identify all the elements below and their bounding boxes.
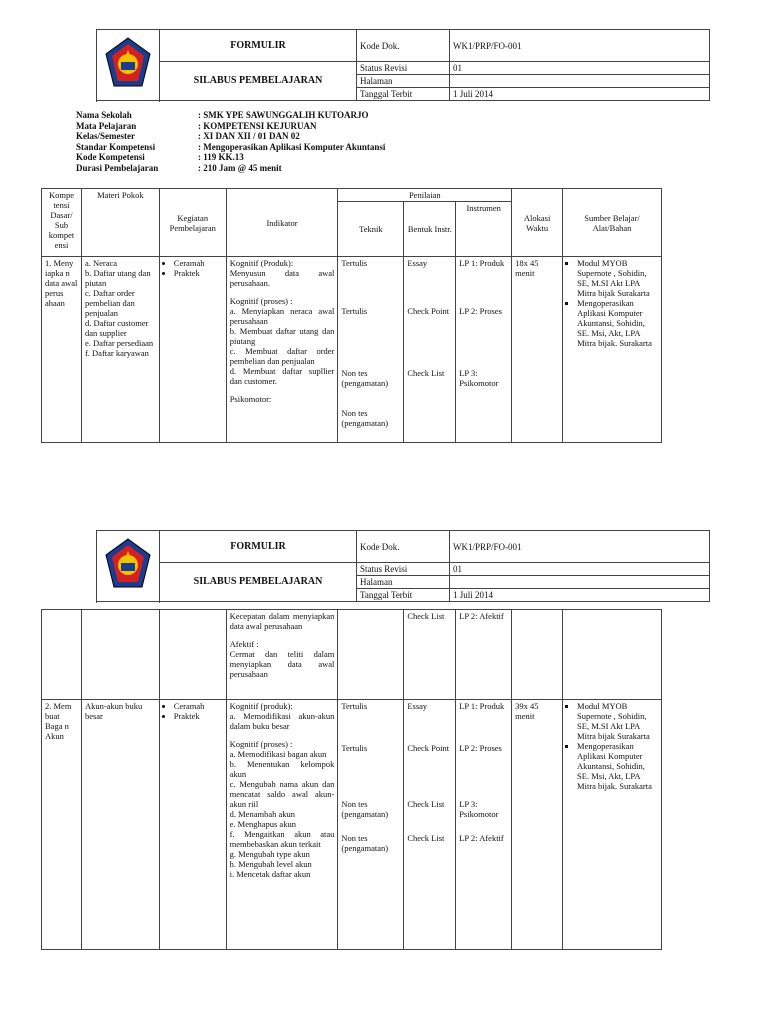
halaman-value [450, 576, 710, 589]
kegiatan-cell [159, 700, 226, 950]
silabus-table-1 [41, 188, 662, 443]
materi-item: b. Daftar utang dan piutan [84, 268, 151, 288]
instrumen-item: LP 3: Psikomotor [459, 799, 499, 819]
ind-item: c. Mengubah nama akun dan mencatat saldo awal akun-akun riil [229, 779, 335, 809]
bentuk-item: Essay [407, 701, 428, 711]
col-materi: Materi Pokok [81, 189, 159, 257]
formulir-title: FORMULIR [160, 30, 357, 62]
instrumen-item: LP 2: Proses [459, 306, 502, 316]
kode-dok-label: Kode Dok. [357, 531, 450, 563]
materi-cell [81, 257, 159, 443]
status-revisi-label: Status Revisi [357, 62, 450, 75]
bentuk-item: Check Point [407, 743, 450, 753]
ind-text: Menyusun data awal perusahaan. [229, 268, 335, 288]
ind-item: b. Menentukan kelompok akun [229, 759, 335, 779]
materi-cell: Akun-akun buku besar [81, 700, 159, 950]
col-indikator: Indikator [226, 189, 338, 257]
kegiatan-item: • Praktek [174, 268, 223, 278]
bentuk-cell [404, 257, 456, 443]
info-value: : KOMPETENSI KEJURUAN [198, 120, 317, 131]
ind-item: c. Membuat daftar order pembelian dan penjualan [229, 346, 335, 366]
silabus-title: SILABUS PEMBELAJARAN [160, 62, 357, 101]
teknik-cell [338, 700, 404, 950]
bentuk-cell: Check List [404, 610, 456, 700]
instrumen-item: LP 1: Produk [459, 701, 505, 711]
teknik-cell [338, 257, 404, 443]
status-revisi-label: Status Revisi [357, 563, 450, 576]
info-label: Durasi Pembelajaran [76, 162, 159, 173]
ind-item: g. Mengubah type akun [229, 849, 310, 859]
school-logo-icon [102, 537, 154, 593]
col-bentuk: Bentuk Instr. [404, 202, 456, 257]
tanggal-terbit-label: Tanggal Terbit [357, 88, 450, 101]
ind-item: h. Mengubah level akun [229, 859, 312, 869]
ind-item: f. Mengaitkan akun atau membebaskan akun terkait [229, 829, 335, 849]
bentuk-item: Check List [407, 833, 445, 843]
alokasi-cell: 18x 45 menit [512, 257, 563, 443]
info-label: Kode Kompetensi [76, 152, 145, 162]
status-revisi-value: 01 [450, 62, 710, 75]
bentuk-item: Check Point [407, 306, 450, 316]
logo-cell [97, 30, 160, 101]
teknik-item: Non tes (pengamatan) [341, 408, 389, 428]
ind-heading: Psikomotor: [229, 394, 272, 404]
info-value: : XI DAN XII / 01 DAN 02 [198, 131, 300, 141]
kegiatan-item: • Ceramah [174, 258, 223, 268]
instrumen-item: LP 3: Psikomotor [459, 368, 499, 388]
kegiatan-cell [159, 257, 226, 443]
ind-heading: Kognitif (proses) : [229, 296, 293, 306]
col-sumber: Sumber Belajar/ Alat/Bahan [563, 189, 662, 257]
col-kompetensi: Kompe tensi Dasar/ Sub kompet ensi [42, 189, 82, 257]
ind-item: d. Membuat daftar supllier dan customer. [229, 366, 335, 386]
ind-heading: Kognitif (proses) : [229, 739, 293, 749]
status-revisi-value: 01 [450, 563, 710, 576]
materi-item: f. Daftar karyawan [84, 348, 149, 358]
materi-item: d. Daftar customer dan supplier [84, 318, 149, 338]
info-value: : SMK YPE SAWUNGGALIH KUTOARJO [198, 110, 369, 120]
sumber-item: ▪ Modul MYOB Supernote , Sohidin, SE, M.SI Akt LPA Mitra bijak Surakarta [577, 701, 658, 741]
instrumen-item: LP 2: Proses [459, 743, 502, 753]
kode-dok-value: WK1/PRP/FO-001 [450, 531, 710, 563]
col-teknik: Teknik [338, 202, 404, 257]
sumber-item: ▪ Mengoperasikan Aplikasi Komputer Akuntansi, Sohidin, SE. Msi, Akt, LPA Mitra bijak. Surakarta [577, 298, 658, 348]
tanggal-terbit-value: 1 Juli 2014 [450, 88, 710, 101]
info-value: : 119 KK.13 [198, 152, 244, 162]
silabus-title: SILABUS PEMBELAJARAN [160, 563, 357, 602]
teknik-item: Non tes (pengamatan) [341, 368, 389, 388]
teknik-item: Non tes (pengamatan) [341, 833, 389, 853]
sumber-cell [563, 700, 662, 950]
sumber-item: ▪ Mengoperasikan Aplikasi Komputer Akuntansi, Sohidin, SE. Msi, Akt, LPA Mitra bijak. Surakarta [577, 741, 658, 791]
kegiatan-item: • Praktek [174, 711, 223, 721]
tanggal-terbit-value: 1 Juli 2014 [450, 589, 710, 602]
halaman-value [450, 75, 710, 88]
info-label: Standar Kompetensi [76, 141, 156, 152]
teknik-item: Tertulis [341, 743, 368, 753]
halaman-label: Halaman [357, 576, 450, 589]
info-label: Nama Sekolah [76, 110, 132, 120]
teknik-item: Tertulis [341, 701, 368, 711]
indikator-cell [226, 610, 338, 700]
bentuk-item: Check List [407, 799, 445, 809]
halaman-label: Halaman [357, 75, 450, 88]
indikator-cell [226, 257, 338, 443]
instrumen-cell [456, 700, 512, 950]
instrumen-item: LP 1: Produk [459, 258, 505, 268]
ind-item: b. Membuat daftar utang dan piutang [229, 326, 335, 346]
school-info [76, 110, 676, 173]
ind-text: Cermat dan teliti dalam menyiapkan data awal perusahaan [229, 649, 335, 679]
instrumen-item: LP 2: Afektif [459, 833, 504, 843]
bentuk-item: Essay [407, 258, 428, 268]
bentuk-item: Check List [407, 368, 445, 378]
materi-item: a. Neraca [84, 258, 118, 268]
silabus-table-2 [41, 609, 662, 950]
school-logo-icon [102, 36, 154, 92]
kode-dok-label: Kode Dok. [357, 30, 450, 62]
info-value: : 210 Jam @ 45 menit [198, 162, 282, 173]
teknik-item: Tertulis [341, 306, 368, 316]
teknik-item: Tertulis [341, 258, 368, 268]
instrumen-cell [456, 257, 512, 443]
ind-heading: Kognitif (produk): [229, 701, 293, 711]
kd-cell: 1. Meny iapka n data awal perus ahaan [42, 257, 82, 443]
bentuk-cell [404, 700, 456, 950]
instrumen-cell: LP 2: Afektif [456, 610, 512, 700]
materi-item: c. Daftar order pembelian dan penjualan [84, 288, 135, 318]
kode-dok-value: WK1/PRP/FO-001 [450, 30, 710, 62]
ind-item: i. Mencetak daftar akun [229, 869, 311, 879]
ind-item: a. Menyiapkan neraca awal perusahaan [229, 306, 335, 326]
ind-item: d. Menambah akun [229, 809, 296, 819]
header-table-2 [96, 530, 710, 602]
col-penilaian: Penilaian [338, 189, 512, 202]
col-kegiatan: Kegiatan Pembelajaran [159, 189, 226, 257]
materi-item: e. Daftar persediaan [84, 338, 154, 348]
ind-text: a. Memodifikasi akun-akun dalam buku besar [229, 711, 335, 731]
sumber-item: ▪ Modul MYOB Supernote , Sohidin, SE, M.SI Akt LPA Mitra bijak Surakarta [577, 258, 658, 298]
alokasi-cell: 39x 45 menit [512, 700, 563, 950]
kd-cell: 2. Mem buat Baga n Akun [42, 700, 82, 950]
sumber-cell [563, 257, 662, 443]
ind-heading: Afektif : [229, 639, 259, 649]
info-value: : Mengoperasikan Aplikasi Komputer Akuntansi [198, 141, 386, 152]
info-label: Mata Pelajaran [76, 120, 137, 131]
col-alokasi: Alokasi Waktu [512, 189, 563, 257]
ind-text: Kecepatan dalam menyiapkan data awal perusahaan [229, 611, 335, 631]
formulir-title: FORMULIR [160, 531, 357, 563]
col-instrumen: Instrumen [456, 202, 512, 257]
ind-item: a. Memodifikasi bagan akun [229, 749, 327, 759]
info-label: Kelas/Semester [76, 131, 135, 141]
kegiatan-item: • Ceramah [174, 701, 223, 711]
ind-heading: Kognitif (Produk): [229, 258, 294, 268]
logo-cell [97, 531, 160, 602]
indikator-cell [226, 700, 338, 950]
teknik-item: Non tes (pengamatan) [341, 799, 389, 819]
header-table-1 [96, 29, 710, 101]
tanggal-terbit-label: Tanggal Terbit [357, 589, 450, 602]
ind-item: e. Menghapus akun [229, 819, 296, 829]
